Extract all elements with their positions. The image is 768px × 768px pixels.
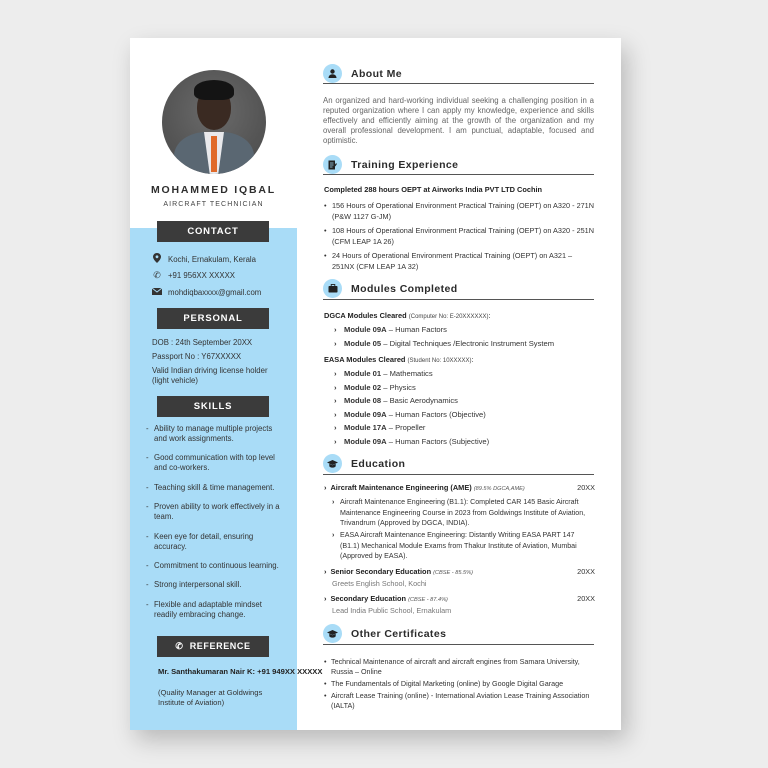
easa-module: › Module 08 – Basic Aerodynamics xyxy=(334,396,458,405)
education-entry-senior: › Senior Secondary Education (CBSE - 85.5%) 20XX xyxy=(324,567,595,576)
email-text[interactable]: mohdiqbaxxxx@gmail.com xyxy=(168,287,262,297)
certificates-heading xyxy=(323,624,446,643)
contact-email xyxy=(152,287,261,297)
about-heading xyxy=(323,64,402,83)
module-name: – Physics xyxy=(381,382,416,392)
about-heading-text: About Me xyxy=(351,67,403,80)
dgca-module: › Module 09A – Human Factors xyxy=(334,325,447,334)
skill-item: - Ability to manage multiple projects and work assignments. xyxy=(146,424,286,444)
easa-heading: EASA Modules Cleared (Student No: 10XXXXX): xyxy=(324,355,474,364)
skills-list xyxy=(146,424,286,629)
modules-heading xyxy=(323,279,458,298)
document-icon xyxy=(323,155,342,174)
module-code: Module 05 xyxy=(344,339,382,348)
senior-note: (CBSE - 85.5%) xyxy=(433,570,473,576)
section-divider xyxy=(323,174,594,175)
skill-item: - Proven ability to work effectively in a team. xyxy=(146,502,286,522)
module-name: – Human Factors xyxy=(386,325,447,334)
email-icon xyxy=(152,287,162,297)
module-name: – Digital Techniques /Electronic Instrument System xyxy=(381,339,555,348)
training-item: • 156 Hours of Operational Environment Practical Training (OEPT) on A320 - 271N (P&W 1127 G-JM) xyxy=(324,200,594,222)
training-summary: Completed 288 hours OEPT at Airworks India PVT LTD Cochin xyxy=(324,185,543,194)
ame-year: 20XX xyxy=(577,483,595,492)
contact-location xyxy=(152,253,256,265)
contact-heading: CONTACT xyxy=(157,221,269,242)
module-name: – Mathematics xyxy=(381,369,433,378)
reference-name: Mr. Santhakumaran Nair K: +91 949XX XXXXX xyxy=(158,667,323,676)
module-code: Module 17A xyxy=(344,423,387,432)
skill-item: - Good communication with top level and co-workers. xyxy=(146,453,286,473)
senior-school: Greets English School, Kochi xyxy=(332,579,427,588)
module-code: Module 09A xyxy=(344,325,387,334)
education-heading-text: Education xyxy=(351,457,406,470)
module-code: Module 09A xyxy=(344,409,387,419)
certificate-item: • Aircraft Lease Training (online) - International Aviation Lease Training Association (IALTA) xyxy=(324,691,594,711)
ame-detail: › Aircraft Maintenance Engineering (B1.1): Completed CAR 145 Basic Aircraft Maintenance Engineering Course in 2023 from Goldwings Institute of Aviation, Trivandrum (Approved by DGCA, INDIA). xyxy=(332,497,594,529)
reference-heading xyxy=(157,636,269,657)
reference-note: (Quality Manager at Goldwings Institute of Aviation) xyxy=(158,688,263,707)
easa-module: › Module 02 – Physics xyxy=(334,382,416,392)
phone-icon: ✆ xyxy=(175,641,190,651)
senior-year: 20XX xyxy=(577,567,595,576)
module-name: – Human Factors (Objective) xyxy=(386,409,486,419)
training-heading xyxy=(323,155,458,174)
module-code: Module 08 xyxy=(344,396,382,405)
section-divider xyxy=(323,474,594,475)
education-entry-secondary: › Secondary Education (CBSE - 87.4%) 20XX xyxy=(324,594,595,603)
phone-icon: ✆ xyxy=(153,270,161,280)
training-heading-text: Training Experience xyxy=(351,158,459,171)
location-text: Kochi, Ernakulam, Kerala xyxy=(168,254,256,264)
easa-module: › Module 09A – Human Factors (Subjective) xyxy=(334,436,490,446)
secondary-note: (CBSE - 87.4%) xyxy=(408,597,448,603)
personal-heading: PERSONAL xyxy=(157,308,269,329)
training-item: • 24 Hours of Operational Environment Practical Training (OEPT) on A321 – 251NX (CFM LEAP 1A 32) xyxy=(324,250,594,272)
graduation-cap-icon xyxy=(323,454,342,473)
person-icon xyxy=(323,64,342,83)
phone-text: +91 956XX XXXXX xyxy=(168,271,235,280)
briefcase-icon xyxy=(323,279,342,298)
module-name: – Human Factors (Subjective) xyxy=(386,436,490,446)
easa-title: EASA Modules Cleared xyxy=(324,355,406,364)
module-name: – Basic Aerodynamics xyxy=(381,396,458,405)
license-text: Valid Indian driving license holder (light vehicle) xyxy=(152,366,268,385)
profile-photo xyxy=(162,70,266,174)
location-pin-icon xyxy=(152,253,162,265)
dob-text: DOB : 24th September 20XX xyxy=(152,338,253,347)
easa-module: › Module 09A – Human Factors (Objective) xyxy=(334,409,486,419)
training-item: • 108 Hours of Operational Environment Practical Training (OEPT) on A320 - 251N (CFM LEAP 1A 26) xyxy=(324,225,594,247)
skills-heading: SKILLS xyxy=(157,396,269,417)
section-divider xyxy=(323,83,594,84)
skill-item: - Flexible and adaptable mindset readily embracing change. xyxy=(146,600,286,620)
candidate-title: AIRCRAFT TECHNICIAN xyxy=(163,201,264,208)
section-divider xyxy=(323,644,594,645)
modules-heading-text: Modules Completed xyxy=(351,282,458,295)
skill-item: - Teaching skill & time management. xyxy=(146,483,286,493)
module-name: – Propeller xyxy=(386,423,426,432)
easa-module: › Module 17A – Propeller xyxy=(334,423,426,432)
contact-phone xyxy=(152,270,235,281)
section-divider xyxy=(323,299,594,300)
skill-item: - Commitment to continuous learning. xyxy=(146,561,286,571)
dgca-note: (Computer No: E-20XXXXXX) xyxy=(408,314,489,320)
certificate-icon xyxy=(323,624,342,643)
resume-sheet xyxy=(130,38,621,730)
education-heading xyxy=(323,454,405,473)
ame-title: Aircraft Maintenance Engineering (AME) xyxy=(330,483,472,492)
certificates-heading-text: Other Certificates xyxy=(351,627,447,640)
senior-title: Senior Secondary Education xyxy=(330,567,432,576)
easa-module: › Module 01 – Mathematics xyxy=(334,369,433,378)
candidate-name: MOHAMMED IQBAL xyxy=(151,184,276,196)
secondary-title: Secondary Education xyxy=(330,594,407,603)
about-text: An organized and hard-working individual seeking a challenging position in a reputed organization where I can apply my knowledge, experience and skills effectively and efficiently aiming at the growth of the organization and my overall professional development. I am punctual, adaptable, focused and optimistic. xyxy=(323,96,594,145)
module-code: Module 01 xyxy=(344,369,382,378)
dgca-heading: DGCA Modules Cleared (Computer No: E-20XXXXXX): xyxy=(324,311,491,320)
reference-heading-label: REFERENCE xyxy=(189,641,251,651)
education-entry-ame: › Aircraft Maintenance Engineering (AME) (89.5% DGCA,AME) 20XX xyxy=(324,483,595,492)
secondary-year: 20XX xyxy=(577,594,595,603)
dgca-module: › Module 05 – Digital Techniques /Electronic Instrument System xyxy=(334,339,555,348)
ame-note: (89.5% DGCA,AME) xyxy=(473,486,525,492)
skill-item: - Keen eye for detail, ensuring accuracy. xyxy=(146,532,286,552)
certificate-item: • Technical Maintenance of aircraft and aircraft engines from Samara University, Russia – Online xyxy=(324,657,594,677)
skill-item: - Strong interpersonal skill. xyxy=(146,580,286,590)
module-code: Module 09A xyxy=(344,436,387,446)
certificate-item: • The Fundamentals of Digital Marketing (online) by Google Digital Garage xyxy=(324,679,594,689)
secondary-school: Lead India Public School, Ernakulam xyxy=(332,606,452,615)
ame-detail: › EASA Aircraft Maintenance Engineering: Distantly Writing EASA PART 147 (B1.1) Mechanical Module Exams from Thakur Institute of Aviation, Mumbai (Approved by EASA). xyxy=(332,530,594,562)
passport-text: Passport No : Y67XXXXX xyxy=(152,352,242,361)
module-code: Module 02 xyxy=(344,382,382,392)
easa-note: (Student No: 10XXXXX) xyxy=(407,358,472,364)
dgca-title: DGCA Modules Cleared xyxy=(324,311,407,320)
